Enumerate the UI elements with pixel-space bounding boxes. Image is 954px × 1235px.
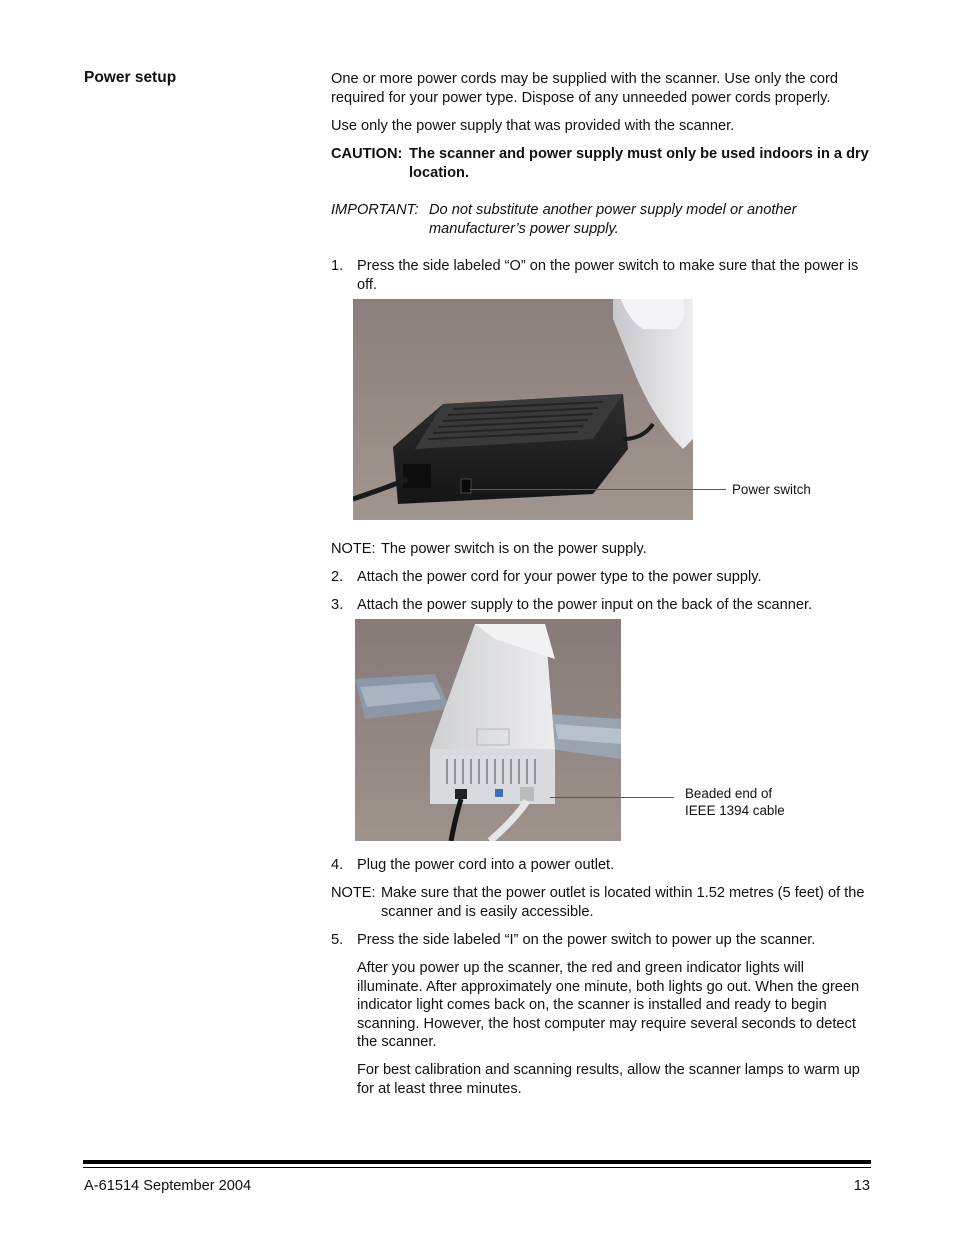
- step-1: [331, 257, 873, 295]
- after-paragraph-1: After you power up the scanner, the red and green indicator lights will illuminate. After approximately one minute, both lights go out. When the green indicator light comes back on, the scanner is installed and ready to begin scanning. However, the host computer may require several seconds to detect the scanner.: [357, 960, 860, 1051]
- step-number: 5.: [331, 932, 344, 948]
- cable-callout-line: [550, 797, 674, 798]
- step-text: Press the side labeled “O” on the power switch to make sure that the power is off.: [357, 258, 859, 293]
- caution-block: [331, 145, 873, 183]
- step-5: [331, 931, 873, 951]
- section-heading: Power setup: [84, 69, 177, 86]
- power-switch-callout-label: Power switch: [732, 482, 811, 497]
- note-label: NOTE:: [331, 885, 376, 901]
- note-label: NOTE:: [331, 541, 376, 557]
- step-number: 2.: [331, 569, 344, 585]
- note-1: [331, 540, 873, 560]
- intro-paragraph-1: One or more power cords may be supplied with the scanner. Use only the cord required for your power type. Dispose of any unneeded power cords properly.: [331, 71, 838, 106]
- note-text: The power switch is on the power supply.: [381, 541, 647, 557]
- after-paragraph-2: For best calibration and scanning results, allow the scanner lamps to warm up for at least three minutes.: [357, 1062, 860, 1097]
- caution-text: The scanner and power supply must only be used indoors in a dry location.: [409, 146, 869, 181]
- step-number: 4.: [331, 857, 344, 873]
- footer-document-id: A-61514 September 2004: [84, 1178, 252, 1194]
- cable-callout-line-2: IEEE 1394 cable: [685, 803, 785, 818]
- caution-label: CAUTION:: [331, 146, 403, 162]
- cable-callout-label: [685, 785, 785, 819]
- step-3: [331, 596, 873, 616]
- footer-rule-thick: [83, 1160, 871, 1164]
- important-text: Do not substitute another power supply model or another manufacturer’s power supply.: [429, 202, 797, 237]
- step-text: Plug the power cord into a power outlet.: [357, 857, 615, 873]
- power-switch-callout-line: [470, 489, 726, 490]
- note-2: [331, 884, 873, 922]
- step-number: 1.: [331, 258, 344, 274]
- note-text: Make sure that the power outlet is located within 1.52 metres (5 feet) of the scanner and is easily accessible.: [381, 885, 865, 920]
- step-4: [331, 856, 873, 876]
- important-block: [331, 201, 873, 239]
- scanner-back-photo: [355, 619, 621, 841]
- intro-paragraph-2: Use only the power supply that was provided with the scanner.: [331, 118, 735, 134]
- footer-page-number: 13: [853, 1178, 870, 1194]
- step-text: Press the side labeled “I” on the power switch to power up the scanner.: [357, 932, 816, 948]
- step-2: [331, 568, 873, 588]
- footer-rule-thin: [83, 1167, 871, 1168]
- power-supply-photo: [353, 299, 693, 520]
- step-text: Attach the power supply to the power input on the back of the scanner.: [357, 597, 813, 613]
- step-number: 3.: [331, 597, 344, 613]
- scanner-back-illustration: [355, 619, 621, 841]
- step-text: Attach the power cord for your power type to the power supply.: [357, 569, 762, 585]
- power-supply-illustration: [353, 299, 693, 520]
- important-label: IMPORTANT:: [331, 202, 419, 218]
- cable-callout-line-1: Beaded end of: [685, 786, 773, 801]
